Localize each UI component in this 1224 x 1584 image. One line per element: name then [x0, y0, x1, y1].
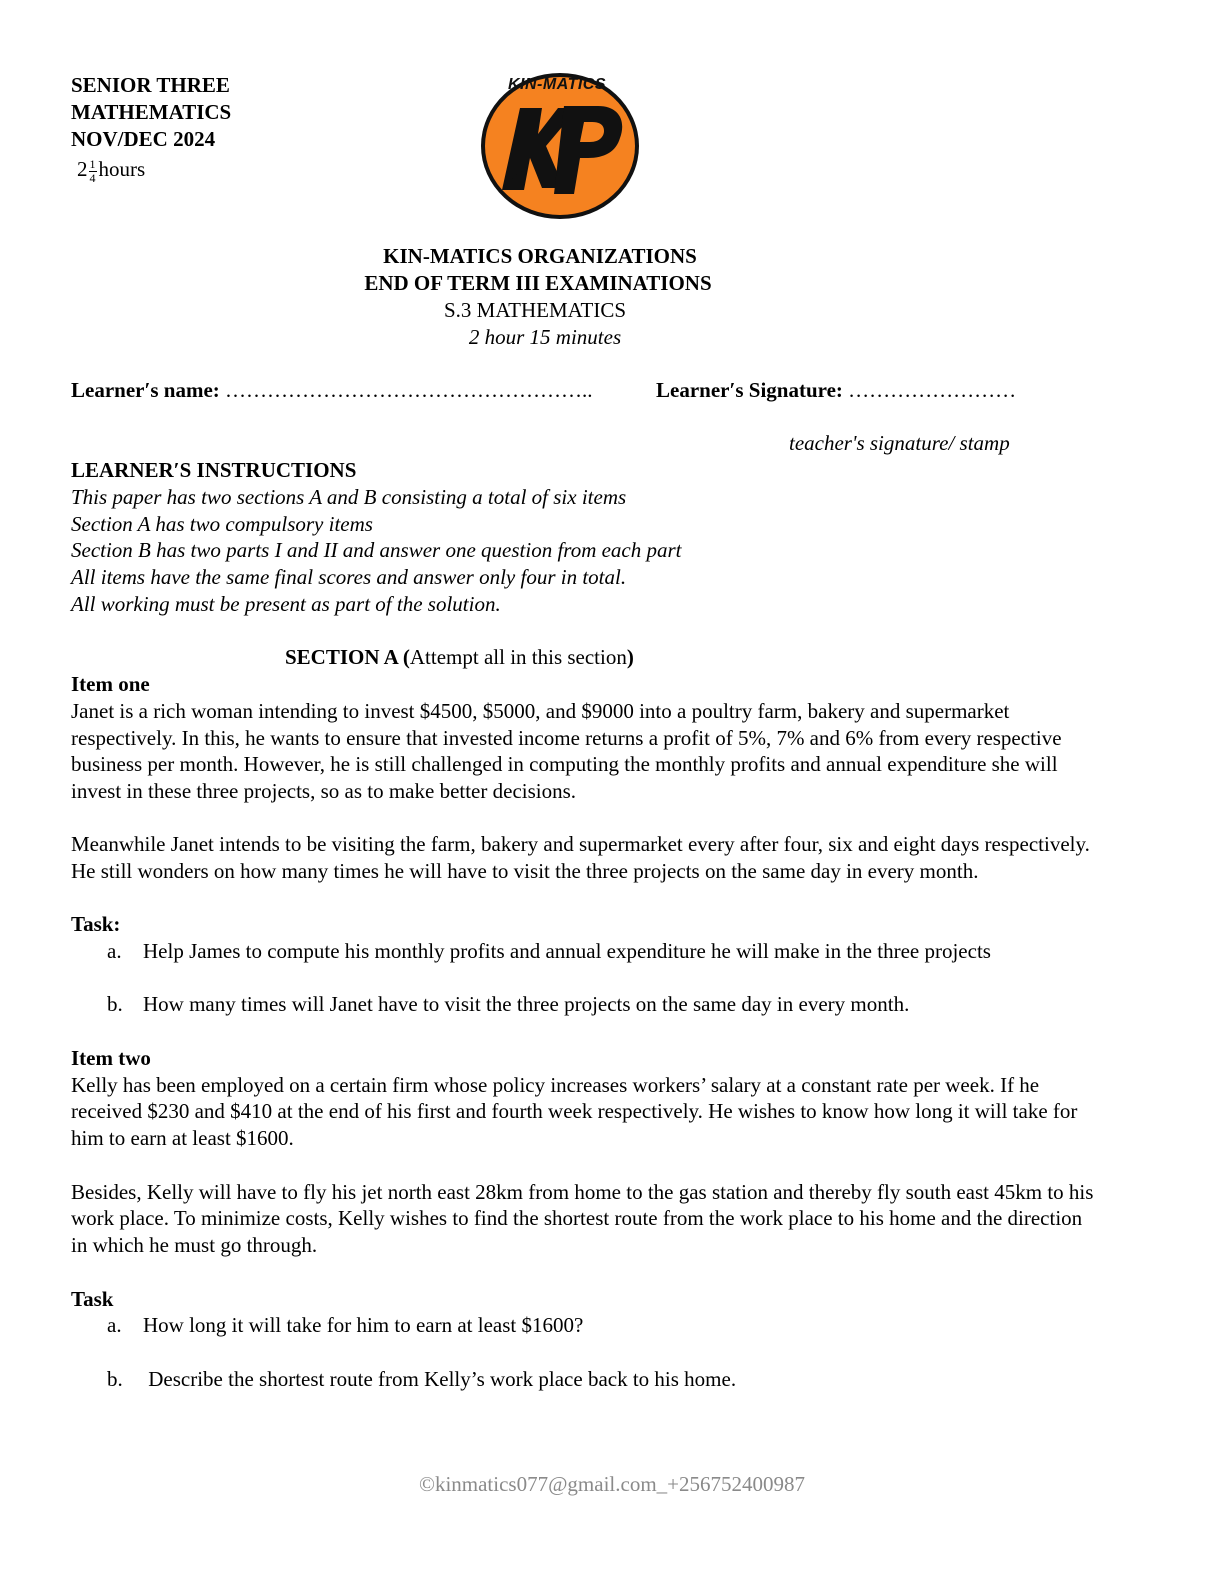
- instruction-line: Section B has two parts I and II and answer one question from each part: [71, 538, 682, 562]
- duration-denominator: 4: [89, 170, 96, 185]
- logo-emblem-icon: [480, 72, 642, 222]
- learner-signature-blank: ……………………: [848, 378, 1017, 402]
- instruction-line: Section A has two compulsory items: [71, 512, 373, 536]
- task-letter: a.: [107, 939, 122, 963]
- date-line: NOV/DEC 2024: [71, 127, 216, 151]
- paper-time: 2 hour 15 minutes: [468, 325, 622, 349]
- item-two-paragraph-line: Besides, Kelly will have to fly his jet north east 28km from home to the gas station and thereby fly south east 45km to his: [71, 1180, 1094, 1204]
- logo-wordmark: KIN-MATICS: [508, 76, 607, 93]
- task-text: Help James to compute his monthly profits and annual expenditure he will make in the three projects: [143, 939, 991, 963]
- class-line: SENIOR THREE: [71, 73, 230, 97]
- duration-fraction: [89, 158, 97, 185]
- task-letter: a.: [107, 1313, 122, 1337]
- instruction-line: All items have the same final scores and answer only four in total.: [71, 565, 627, 589]
- task-letter: b.: [107, 1367, 123, 1391]
- item-two-paragraph-line: work place. To minimize costs, Kelly wishes to find the shortest route from the work place to his home and the direction: [71, 1206, 1083, 1230]
- footer-contact: ©kinmatics077@gmail.com_+256752400987: [418, 1472, 806, 1496]
- duration-line: [77, 156, 145, 185]
- learner-name-label: Learner′s name:: [71, 378, 220, 402]
- exam-title: END OF TERM III EXAMINATIONS: [364, 271, 712, 295]
- item-two-task-label: Task: [71, 1287, 114, 1311]
- item-one-paragraph-line: Meanwhile Janet intends to be visiting the farm, bakery and supermarket every after four, six and eight days respectively.: [71, 832, 1090, 856]
- item-two-paragraph-line: received $230 and $410 at the end of his first and fourth week respectively. He wishes to know how long it will take for: [71, 1099, 1078, 1123]
- section-a-label: SECTION A (: [285, 645, 410, 669]
- learner-name-field: [71, 377, 593, 403]
- item-one-task-label: Task:: [71, 912, 121, 936]
- task-text: Describe the shortest route from Kelly’s work place back to his home.: [143, 1367, 737, 1391]
- item-two-paragraph-line: in which he must go through.: [71, 1233, 318, 1257]
- item-one-paragraph-line: He still wonders on how many times he will have to visit the three projects on the same day in every month.: [71, 859, 979, 883]
- exam-header-block: [71, 72, 331, 192]
- teacher-stamp-label: teacher's signature/ stamp: [789, 431, 1010, 455]
- item-two-heading: Item two: [71, 1046, 151, 1070]
- section-a-close: ): [626, 645, 634, 669]
- org-title: KIN-MATICS ORGANIZATIONS: [383, 244, 697, 268]
- item-two-paragraph-line: him to earn at least $1600.: [71, 1126, 294, 1150]
- learner-signature-field: [656, 377, 1016, 403]
- instruction-line: This paper has two sections A and B consisting a total of six items: [71, 485, 627, 509]
- instructions-heading: LEARNER′S INSTRUCTIONS: [71, 458, 357, 482]
- task-text: How long it will take for him to earn at least $1600?: [143, 1313, 584, 1337]
- item-one-heading: Item one: [71, 672, 150, 696]
- item-two-paragraph-line: Kelly has been employed on a certain firm whose policy increases workers’ salary at a constant rate per week. If he: [71, 1073, 1040, 1097]
- duration-unit: hours: [98, 157, 146, 181]
- item-one-paragraph-line: Janet is a rich woman intending to invest $4500, $5000, and $9000 into a poultry farm, bakery and supermarket: [71, 699, 1010, 723]
- item-one-paragraph-line: business per month. However, he is still challenged in computing the monthly profits and annual expenditure she will: [71, 752, 1058, 776]
- learner-name-blank: ……………………………………………..: [225, 378, 593, 402]
- instruction-line: All working must be present as part of the solution.: [71, 592, 501, 616]
- subject-line: MATHEMATICS: [71, 100, 232, 124]
- paper-title: S.3 MATHEMATICS: [443, 298, 627, 322]
- item-one-paragraph-line: invest in these three projects, so as to make better decisions.: [71, 779, 577, 803]
- task-text: How many times will Janet have to visit the three projects on the same day in every month.: [143, 992, 910, 1016]
- duration-whole: 2: [77, 157, 88, 181]
- kin-matics-logo: [480, 72, 642, 222]
- item-one-paragraph-line: respectively. In this, he wants to ensure that invested income returns a profit of 5%, 7% and 6% from every respective: [71, 726, 1062, 750]
- duration-numerator: 1: [89, 156, 96, 171]
- section-a-note: Attempt all in this section: [409, 645, 627, 669]
- task-letter: b.: [107, 992, 123, 1016]
- learner-signature-label: Learner′s Signature:: [656, 378, 843, 402]
- section-a-heading: [285, 644, 634, 670]
